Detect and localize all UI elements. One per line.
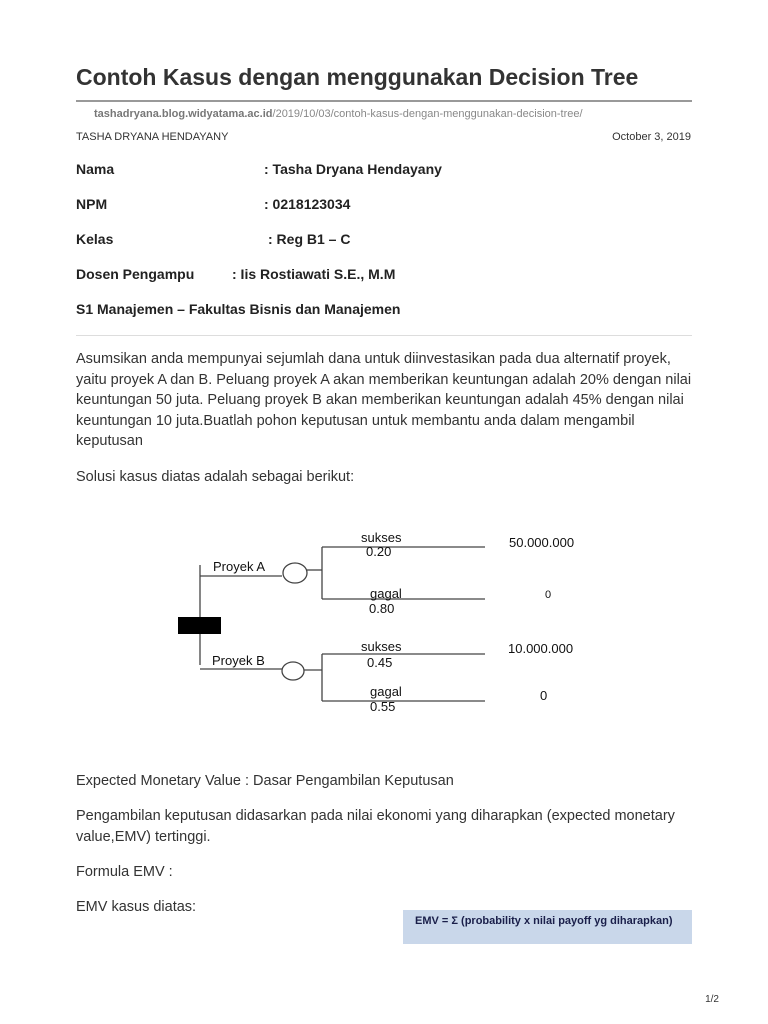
url-path: /2019/10/03/contoh-kasus-dengan-menggunakan-decision-tree/ [272,108,583,120]
source-url[interactable] [94,108,583,120]
formula-label: Formula EMV : [76,864,173,880]
label-a-gagal: gagal [370,586,402,601]
post-date: October 3, 2019 [612,131,691,143]
info-label-dosen: Dosen Pengampu [76,266,195,282]
url-domain: tashadryana.blog.widyatama.ac.id [94,108,273,120]
label-b-sukses: sukses [361,639,402,654]
decision-tree-diagram [170,525,610,725]
label-proyek-b: Proyek B [212,653,265,668]
info-value-kelas: : Reg B1 – C [268,231,351,247]
section-divider [76,335,692,336]
label-proyek-a: Proyek A [213,559,266,574]
label-a-gagal-prob: 0.80 [369,601,395,616]
label-b-gagal: gagal [370,684,402,699]
info-value-dosen: : Iis Rostiawati S.E., M.M [232,266,396,282]
solution-intro: Solusi kasus diatas adalah sebagai berikut: [76,469,355,485]
emv-case-label: EMV kasus diatas: [76,899,197,915]
label-a-sukses-prob: 0.20 [366,544,392,559]
info-label-nama: Nama [76,161,115,177]
payoff-b-sukses: 10.000.000 [508,641,574,656]
title-divider [76,100,692,102]
payoff-a-gagal: 0 [545,589,552,601]
page-title: Contoh Kasus dengan menggunakan Decision Tree [76,64,639,90]
program-line: S1 Manajemen – Fakultas Bisnis dan Manajemen [76,301,401,317]
emv-formula-image [403,910,692,944]
payoff-a-sukses: 50.000.000 [509,535,575,550]
info-label-kelas: Kelas [76,231,114,247]
label-a-sukses: sukses [361,530,402,545]
author: TASHA DRYANA HENDAYANY [76,131,229,143]
page-number: 1/2 [705,994,719,1005]
emv-description: Pengambilan keputusan didasarkan pada nilai ekonomi yang diharapkan (expected monetary value,EMV) tertinggi. [76,808,675,845]
info-label-npm: NPM [76,196,108,212]
info-value-nama: : Tasha Dryana Hendayany [264,161,442,177]
decision-node [178,617,221,634]
label-b-sukses-prob: 0.45 [367,655,393,670]
info-value-npm: : 0218123034 [264,196,351,212]
label-b-gagal-prob: 0.55 [370,699,396,714]
chance-node-b [282,662,304,680]
payoff-b-gagal: 0 [540,688,548,703]
emv-heading: Expected Monetary Value : Dasar Pengambilan Keputusan [76,773,454,789]
chance-node-a [283,563,307,583]
emv-formula-text: EMV = Σ (probability x nilai payoff yg diharapkan) [415,915,673,927]
problem-paragraph: Asumsikan anda mempunyai sejumlah dana untuk diinvestasikan pada dua alternatif proyek, yaitu proyek A dan B. Peluang proyek A akan memberikan keuntungan adalah 20% dengan nilai keuntungan 50 juta. Peluang proyek B akan memberikan keuntungan adalah 45% dengan nilai keuntungan 10 juta.Buatlah pohon keputusan untuk membantu anda dalam mengambil keputusan [76,351,692,449]
